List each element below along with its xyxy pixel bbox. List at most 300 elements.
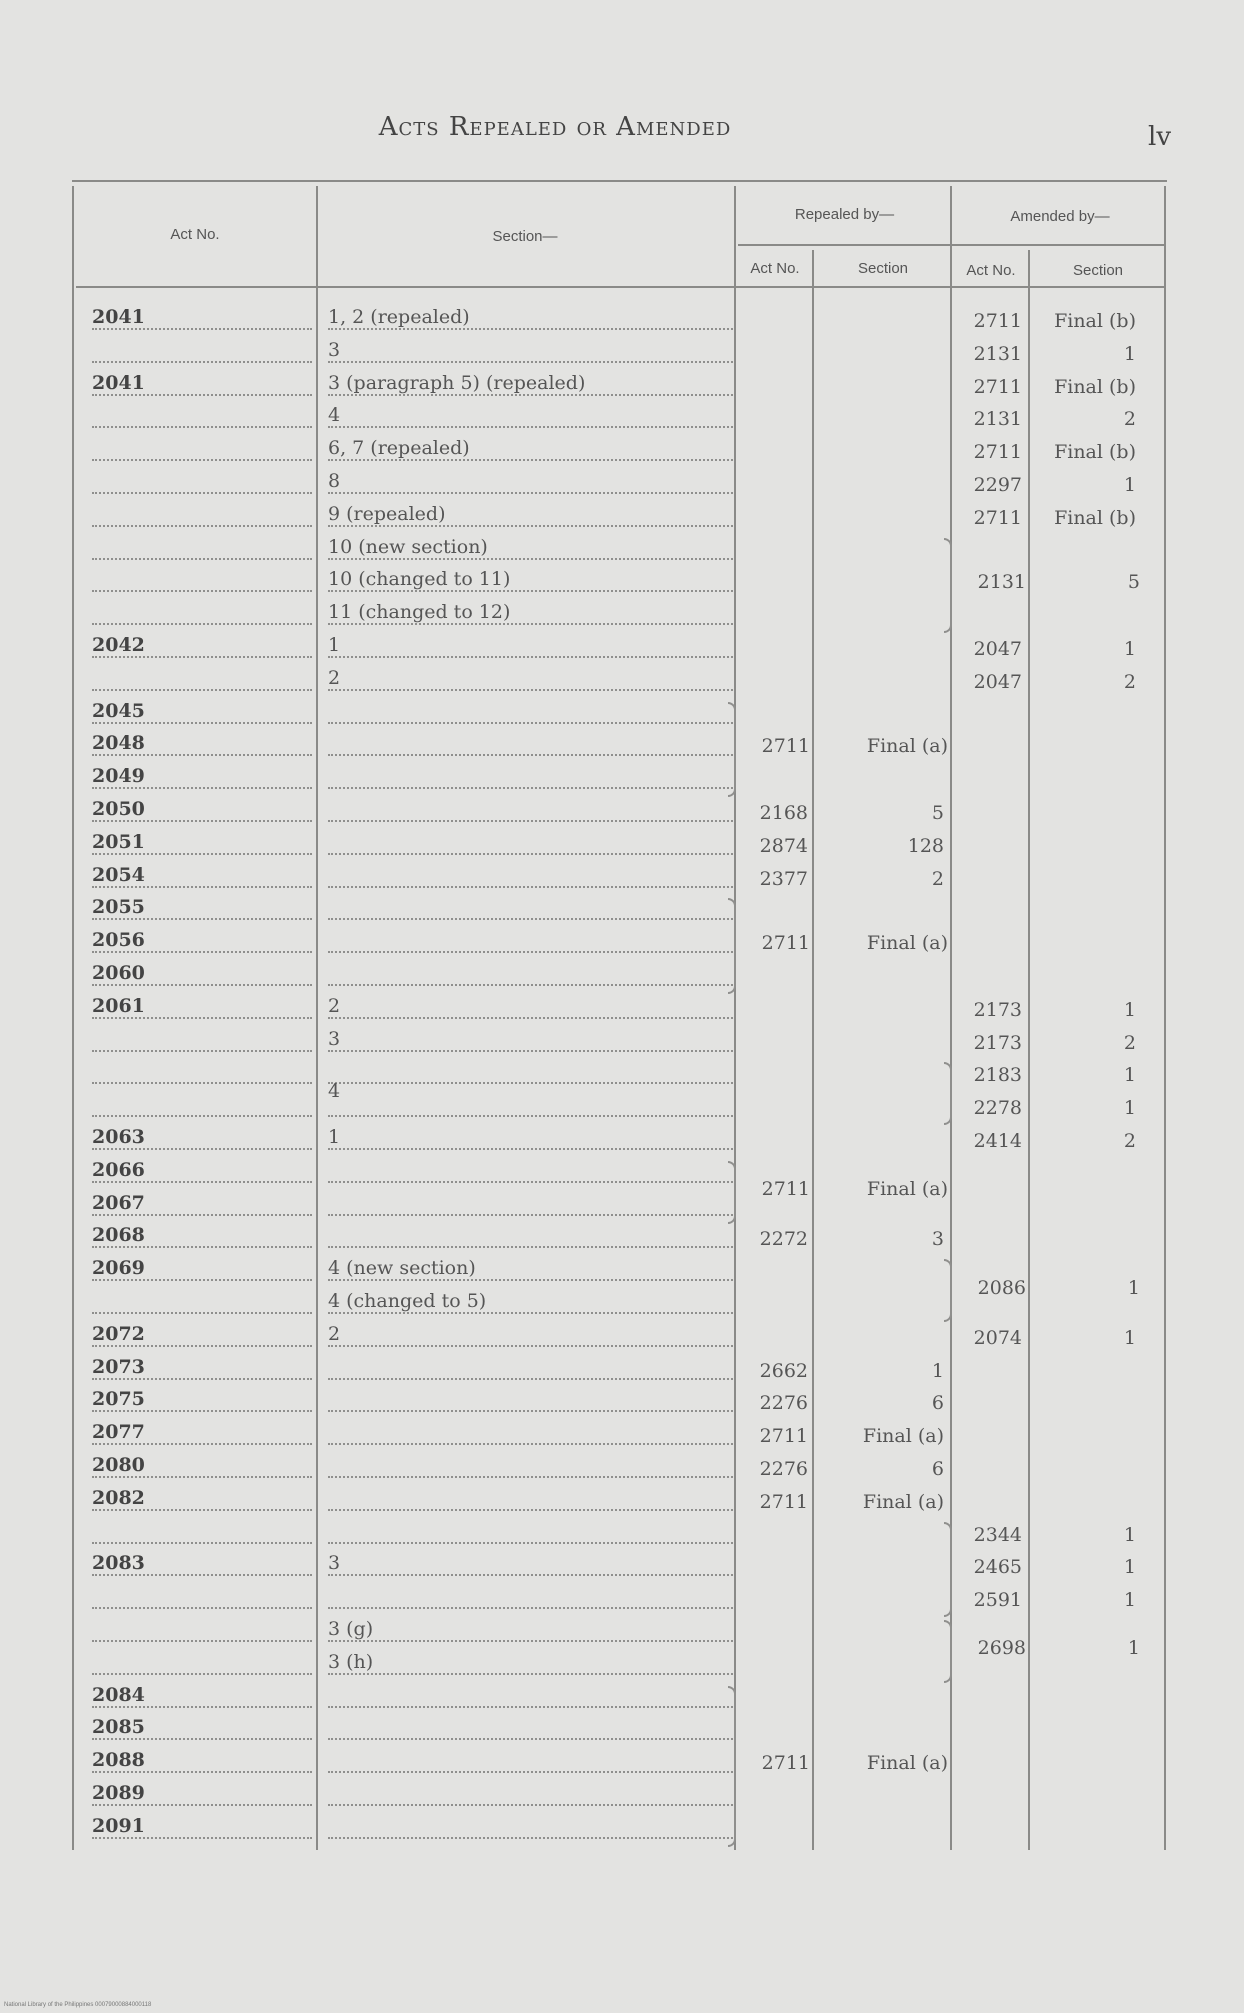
section-ref-text: 4 (new section) <box>328 1257 480 1279</box>
amended-act-number <box>956 1126 1026 1156</box>
repealed-act-number <box>740 667 812 697</box>
repealed-section <box>818 1651 948 1681</box>
amended-act-number <box>956 864 1026 894</box>
section-ref <box>328 1028 733 1052</box>
repealed-section <box>818 1618 948 1648</box>
repealed-section <box>818 1028 948 1058</box>
repealed-act-number <box>740 1552 812 1582</box>
amended-section <box>1032 404 1140 434</box>
amended-act-number <box>956 601 1026 631</box>
repealed-section <box>818 339 948 369</box>
repealed-section <box>818 372 948 402</box>
section-ref <box>328 339 733 363</box>
table-row <box>0 1552 1244 1584</box>
amended-section <box>1032 1388 1140 1418</box>
amended-act-number <box>956 896 1026 926</box>
repealed-section <box>818 634 948 664</box>
amended-section-text: 1 <box>1124 1060 1140 1090</box>
group-brace <box>728 702 736 798</box>
section-ref-text: 4 (changed to 5) <box>328 1290 490 1312</box>
repealed-section <box>818 995 948 1025</box>
section-ref-text: 3 <box>328 1552 344 1574</box>
section-ref <box>328 1684 733 1708</box>
header-repealed-by: Repealed by— <box>794 206 895 223</box>
act-number <box>92 1618 312 1642</box>
amended-section-text: 2 <box>1124 404 1140 434</box>
repealed-section <box>818 1782 948 1812</box>
repealed-section-text: 2 <box>932 864 948 894</box>
group-section: Final (a) <box>866 735 948 758</box>
group-brace <box>728 898 736 994</box>
amended-section <box>1032 306 1140 336</box>
amended-act-number-text: 2591 <box>974 1585 1026 1615</box>
act-number-text: 2063 <box>92 1126 149 1148</box>
amended-act-number <box>956 1421 1026 1451</box>
section-ref <box>328 1192 733 1216</box>
repealed-act-number <box>740 1487 812 1517</box>
amended-section <box>1032 1749 1140 1779</box>
amended-act-number <box>956 700 1026 730</box>
section-ref-text: 1 <box>328 1126 344 1148</box>
table-row <box>0 1749 1244 1781</box>
act-number <box>92 1323 312 1347</box>
repealed-act-number <box>740 962 812 992</box>
act-number <box>92 437 312 461</box>
repealed-act-number <box>740 995 812 1025</box>
repealed-act-number <box>740 1782 812 1812</box>
table-rule <box>76 286 1166 288</box>
section-ref-text: 3 (h) <box>328 1651 377 1673</box>
table-row <box>0 503 1244 535</box>
act-number <box>92 1093 312 1117</box>
page-number: lv <box>1148 122 1172 152</box>
act-number <box>92 306 312 330</box>
group-section: 1 <box>1127 1637 1140 1660</box>
act-number <box>92 634 312 658</box>
repealed-section <box>818 568 948 598</box>
amended-section <box>1032 339 1140 369</box>
repealed-section-text: 3 <box>932 1224 948 1254</box>
header-amended-act-no: Act No. <box>966 262 1016 279</box>
act-number-text: 2072 <box>92 1323 149 1345</box>
group-act-number: 2711 <box>761 1178 810 1201</box>
amended-act-number <box>956 1028 1026 1058</box>
amended-act-number <box>956 1782 1026 1812</box>
act-number <box>92 1356 312 1380</box>
act-number-text: 2051 <box>92 831 149 853</box>
act-number-text: 2055 <box>92 896 149 918</box>
table-row <box>0 1454 1244 1486</box>
amended-act-number <box>956 1356 1026 1386</box>
act-number <box>92 1224 312 1248</box>
section-ref-text: 2 <box>328 1323 344 1345</box>
act-number <box>92 864 312 888</box>
repealed-act-number <box>740 864 812 894</box>
amended-act-number <box>956 929 1026 959</box>
act-number <box>92 1815 312 1839</box>
amended-section <box>1032 1093 1140 1123</box>
section-ref <box>328 470 733 494</box>
amended-section-text: 1 <box>1124 470 1140 500</box>
section-ref <box>328 372 733 396</box>
group-act-number: 2698 <box>977 1637 1026 1660</box>
amended-section-text: 2 <box>1124 667 1140 697</box>
repealed-section <box>818 1323 948 1353</box>
act-number-text: 2056 <box>92 929 149 951</box>
repealed-act-number <box>740 765 812 795</box>
table-row <box>0 765 1244 797</box>
act-number <box>92 1290 312 1314</box>
act-number <box>92 339 312 363</box>
act-number-text: 2084 <box>92 1684 149 1706</box>
table-row <box>0 995 1244 1027</box>
repealed-section <box>818 896 948 926</box>
section-ref-text: 9 (repealed) <box>328 503 450 525</box>
act-number <box>92 667 312 691</box>
header-amended-section: Section <box>1072 262 1124 279</box>
amended-act-number <box>956 306 1026 336</box>
section-ref <box>328 765 733 789</box>
repealed-act-number <box>740 798 812 828</box>
repealed-section <box>818 765 948 795</box>
group-act-number: 2711 <box>761 735 810 758</box>
amended-act-number-text: 2711 <box>974 372 1026 402</box>
repealed-section <box>818 1224 948 1254</box>
table-row <box>0 372 1244 404</box>
table-row <box>0 601 1244 633</box>
amended-act-number <box>956 1192 1026 1222</box>
repealed-act-number <box>740 601 812 631</box>
repealed-act-number-text: 2377 <box>760 864 812 894</box>
act-number-text: 2060 <box>92 962 149 984</box>
repealed-act-number <box>740 1684 812 1714</box>
act-number <box>92 1684 312 1708</box>
act-number-text: 2054 <box>92 864 149 886</box>
section-ref <box>328 437 733 461</box>
repealed-act-number <box>740 1290 812 1320</box>
section-ref <box>328 995 733 1019</box>
page-title: Acts Repealed or Amended <box>378 112 732 142</box>
section-ref <box>328 1520 733 1544</box>
amended-section-text: 2 <box>1124 1028 1140 1058</box>
amended-act-number <box>956 831 1026 861</box>
amended-act-number-text: 2047 <box>974 667 1026 697</box>
section-ref-text: 3 (paragraph 5) (repealed) <box>328 372 589 394</box>
repealed-act-number <box>740 1126 812 1156</box>
act-number <box>92 601 312 625</box>
table-row <box>0 732 1244 764</box>
section-ref <box>328 1093 733 1117</box>
amended-act-number <box>956 1684 1026 1714</box>
amended-section <box>1032 765 1140 795</box>
amended-section <box>1032 864 1140 894</box>
repealed-act-number <box>740 1093 812 1123</box>
repealed-act-number <box>740 634 812 664</box>
repealed-section-text: 1 <box>932 1356 948 1386</box>
section-ref <box>328 700 733 724</box>
act-number <box>92 1749 312 1773</box>
act-number-text: 2041 <box>92 372 149 394</box>
repealed-act-number <box>740 1585 812 1615</box>
repealed-act-number <box>740 536 812 566</box>
amended-section-text: Final (b) <box>1054 306 1140 336</box>
section-ref-text: 4 <box>328 404 344 426</box>
table-rule <box>738 244 1166 246</box>
amended-act-number-text: 2074 <box>974 1323 1026 1353</box>
amended-act-number <box>956 470 1026 500</box>
table-row <box>0 1782 1244 1814</box>
section-ref <box>328 1749 733 1773</box>
act-number <box>92 896 312 920</box>
repealed-act-number <box>740 896 812 926</box>
amended-act-number <box>956 995 1026 1025</box>
repealed-section <box>818 1684 948 1714</box>
act-number <box>92 536 312 560</box>
act-number <box>92 568 312 592</box>
act-number-text: 2082 <box>92 1487 149 1509</box>
group-section: 1 <box>1127 1276 1140 1299</box>
section-ref-text: 3 <box>328 339 344 361</box>
act-number-text: 2049 <box>92 765 149 787</box>
repealed-act-number-text: 2874 <box>760 831 812 861</box>
repealed-act-number-text: 2272 <box>760 1224 812 1254</box>
repealed-act-number <box>740 1520 812 1550</box>
group-section: Final (a) <box>866 1178 948 1201</box>
act-number-text: 2080 <box>92 1454 149 1476</box>
amended-act-number-text: 2711 <box>974 306 1026 336</box>
act-number <box>92 503 312 527</box>
amended-act-number-text: 2414 <box>974 1126 1026 1156</box>
repealed-act-number <box>740 503 812 533</box>
section-ref <box>328 1618 733 1642</box>
amended-act-number <box>956 798 1026 828</box>
section-ref <box>328 1060 733 1084</box>
amended-section <box>1032 372 1140 402</box>
group-brace <box>728 1161 736 1224</box>
repealed-act-number <box>740 306 812 336</box>
section-ref <box>328 634 733 658</box>
repealed-section <box>818 470 948 500</box>
act-number-text: 2066 <box>92 1159 149 1181</box>
act-number <box>92 732 312 756</box>
repealed-section <box>818 437 948 467</box>
repealed-act-number <box>740 1323 812 1353</box>
amended-act-number <box>956 634 1026 664</box>
table-row <box>0 798 1244 830</box>
section-ref <box>328 601 733 625</box>
section-ref <box>328 929 733 953</box>
act-number <box>92 1060 312 1084</box>
act-number-text: 2048 <box>92 732 149 754</box>
header-act-no: Act No. <box>170 226 220 243</box>
act-number-text: 2077 <box>92 1421 149 1443</box>
group-brace <box>944 1522 952 1618</box>
act-number <box>92 1388 312 1412</box>
header-repealed-section: Section <box>857 260 909 277</box>
amended-act-number <box>956 1815 1026 1845</box>
amended-section <box>1032 700 1140 730</box>
section-ref <box>328 1585 733 1609</box>
repealed-section <box>818 1520 948 1550</box>
group-brace <box>728 1686 736 1847</box>
repealed-section-text: 5 <box>932 798 948 828</box>
amended-act-number-text: 2047 <box>974 634 1026 664</box>
act-number <box>92 404 312 428</box>
section-ref <box>328 1716 733 1740</box>
repealed-act-number-text: 2276 <box>760 1388 812 1418</box>
section-ref <box>328 503 733 527</box>
repealed-section <box>818 503 948 533</box>
repealed-section <box>818 667 948 697</box>
amended-section <box>1032 1552 1140 1582</box>
table-row <box>0 896 1244 928</box>
group-act-number: 2711 <box>761 932 810 955</box>
section-ref <box>328 1651 733 1675</box>
section-ref-text: 11 (changed to 12) <box>328 601 514 623</box>
act-number <box>92 1585 312 1609</box>
amended-section <box>1032 1520 1140 1550</box>
repealed-section <box>818 798 948 828</box>
section-ref-text: 2 <box>328 667 344 689</box>
amended-section <box>1032 1356 1140 1386</box>
act-number <box>92 995 312 1019</box>
section-ref <box>328 536 733 560</box>
repealed-section-text: 128 <box>908 831 948 861</box>
amended-act-number <box>956 1552 1026 1582</box>
table-row <box>0 831 1244 863</box>
repealed-section <box>818 1126 948 1156</box>
repealed-section <box>818 1487 948 1517</box>
section-ref-text: 3 (g) <box>328 1618 377 1640</box>
repealed-section <box>818 864 948 894</box>
amended-act-number <box>956 437 1026 467</box>
table-row <box>0 634 1244 666</box>
act-number <box>92 1520 312 1544</box>
act-number <box>92 1126 312 1150</box>
header-repealed-act-no: Act No. <box>750 260 800 277</box>
repealed-section <box>818 536 948 566</box>
table-row <box>0 1093 1244 1125</box>
act-number-text: 2041 <box>92 306 149 328</box>
amended-act-number <box>956 765 1026 795</box>
repealed-section-text: Final (a) <box>863 1487 948 1517</box>
amended-section <box>1032 470 1140 500</box>
amended-section <box>1032 536 1140 566</box>
repealed-section <box>818 1716 948 1746</box>
repealed-act-number <box>740 700 812 730</box>
amended-act-number <box>956 1585 1026 1615</box>
repealed-section <box>818 1585 948 1615</box>
act-number <box>92 1716 312 1740</box>
act-number-text: 2075 <box>92 1388 149 1410</box>
section-ref <box>328 896 733 920</box>
group-act-number: 2711 <box>761 1752 810 1775</box>
amended-act-number <box>956 536 1026 566</box>
repealed-section <box>818 1388 948 1418</box>
amended-section <box>1032 1454 1140 1484</box>
repealed-act-number <box>740 1224 812 1254</box>
act-number <box>92 1454 312 1478</box>
repealed-section <box>818 601 948 631</box>
repealed-act-number <box>740 831 812 861</box>
repealed-section-text: Final (a) <box>863 1421 948 1451</box>
amended-section <box>1032 1159 1140 1189</box>
act-number <box>92 1487 312 1511</box>
repealed-act-number <box>740 404 812 434</box>
amended-section-text: 1 <box>1124 1552 1140 1582</box>
repealed-section <box>818 831 948 861</box>
table-row <box>0 1684 1244 1716</box>
table-row <box>0 437 1244 469</box>
amended-act-number <box>956 404 1026 434</box>
amended-section <box>1032 1192 1140 1222</box>
act-number <box>92 962 312 986</box>
section-ref-text: 10 (changed to 11) <box>328 568 514 590</box>
repealed-section <box>818 1257 948 1287</box>
section-ref-text: 8 <box>328 470 344 492</box>
amended-section <box>1032 831 1140 861</box>
act-number <box>92 1421 312 1445</box>
amended-section-text: 1 <box>1124 1323 1140 1353</box>
amended-section <box>1032 601 1140 631</box>
amended-act-number-text: 2173 <box>974 1028 1026 1058</box>
act-number <box>92 372 312 396</box>
group-brace <box>944 1259 952 1322</box>
amended-act-number-text: 2711 <box>974 437 1026 467</box>
section-ref <box>328 1487 733 1511</box>
section-ref <box>328 1454 733 1478</box>
section-ref <box>328 1356 733 1380</box>
section-ref-text: 1 <box>328 634 344 656</box>
table-row <box>0 1585 1244 1617</box>
repealed-act-number-text: 2711 <box>760 1421 812 1451</box>
table-row <box>0 1388 1244 1420</box>
act-number <box>92 929 312 953</box>
amended-section-text: Final (b) <box>1054 372 1140 402</box>
section-ref <box>328 1388 733 1412</box>
table-row <box>0 700 1244 732</box>
section-ref <box>328 1257 733 1281</box>
amended-act-number <box>956 1224 1026 1254</box>
table-row <box>0 1487 1244 1519</box>
section-ref-text: 10 (new section) <box>328 536 492 558</box>
section-ref <box>328 667 733 691</box>
amended-section <box>1032 1323 1140 1353</box>
amended-act-number-text: 2344 <box>974 1520 1026 1550</box>
act-number <box>92 700 312 724</box>
act-number <box>92 1028 312 1052</box>
amended-act-number <box>956 667 1026 697</box>
act-number-text: 2091 <box>92 1815 149 1837</box>
group-act-number: 2131 <box>977 571 1026 594</box>
act-number-text: 2083 <box>92 1552 149 1574</box>
group-section: 5 <box>1127 571 1140 594</box>
section-ref <box>328 962 733 986</box>
amended-section <box>1032 1716 1140 1746</box>
amended-section <box>1032 962 1140 992</box>
amended-section <box>1032 634 1140 664</box>
table-row <box>0 1126 1244 1158</box>
act-number <box>92 1651 312 1675</box>
amended-act-number <box>956 1060 1026 1090</box>
amended-section <box>1032 732 1140 762</box>
amended-section <box>1032 1421 1140 1451</box>
table-row <box>0 1224 1244 1256</box>
act-number-text: 2069 <box>92 1257 149 1279</box>
section-ref <box>328 1552 733 1576</box>
repealed-section <box>818 962 948 992</box>
amended-act-number-text: 2173 <box>974 995 1026 1025</box>
